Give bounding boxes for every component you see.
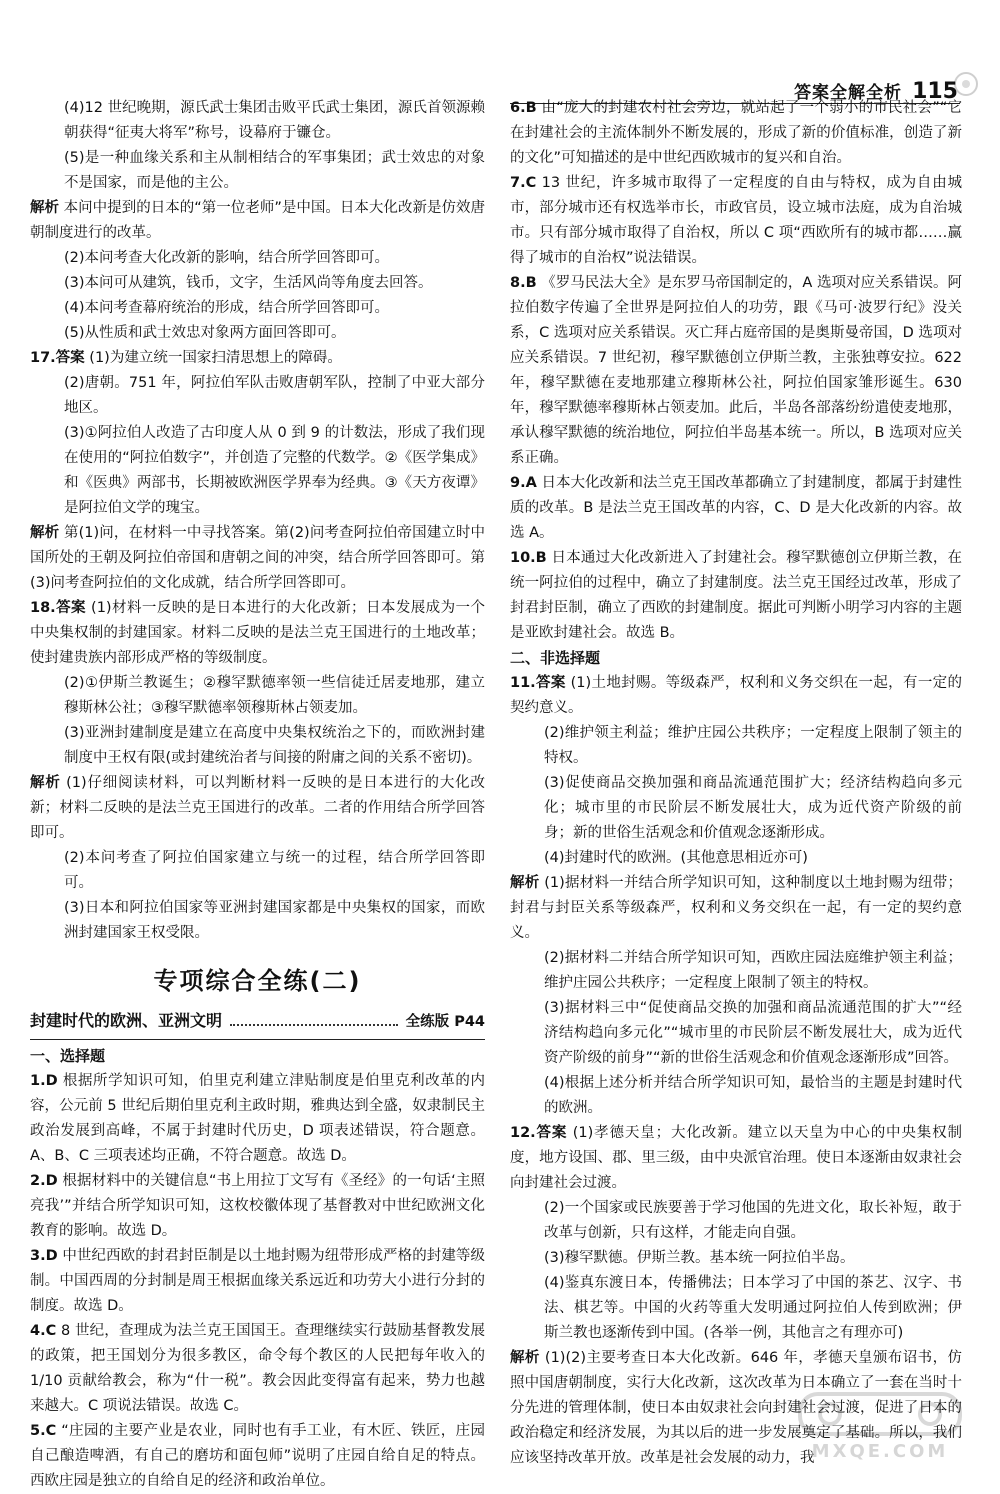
page-number: 115	[912, 79, 958, 104]
site-watermark	[790, 1388, 970, 1462]
answer-text: (1)土地封赐。等级森严，权利和义务交织在一起，有一定的契约意义。	[510, 675, 963, 716]
q16-analysis-item: (5)从性质和武士效忠对象两方面回答即可。	[64, 325, 346, 341]
q18-analysis	[30, 771, 485, 846]
choice-number: 6.B	[510, 100, 537, 116]
unit-subheading	[30, 1008, 485, 1035]
q12-answer-item: (3)穆罕默德。伊斯兰教。基本统一阿拉伯半岛。	[544, 1250, 855, 1266]
choice-number: 8.B	[510, 275, 537, 291]
choice-text: 13 世纪，许多城市取得了一定程度的自由与特权，成为自由城市，部分城市还有权选举市长，市政官员，设立城市法庭，成为自治城市。只有部分城市取得了自治权，所以 C 项“西欧所有的城市都……赢得了城市的自治权”说法错误。	[510, 175, 962, 266]
choice-text: 日本通过大化改新进入了封建社会。穆罕默德创立伊斯兰教，在统一阿拉伯的过程中，确立了封建制度。法兰克王国经过改革，形成了封君封臣制，确立了西欧的封建制度。据此可判断小明学习内容的主题是亚欧封建社会。故选 B。	[510, 550, 963, 641]
answer-text: (1)为建立统一国家扫清思想上的障碍。	[89, 350, 342, 366]
choice-text: 日本大化改新和法兰克王国改革都确立了封建制度，都属于封建性质的改革。B 是法兰克王国改革的内容，C、D 是大化改新的内容。故选 A。	[510, 475, 963, 541]
q16-analysis	[30, 196, 485, 246]
choice-item	[30, 1419, 485, 1494]
section-title: 专项综合全练(二)	[153, 967, 362, 995]
choice-number: 9.A	[510, 475, 537, 491]
q18-answer	[30, 596, 485, 671]
category-nonchoice: 二、非选择题	[510, 649, 601, 667]
q18-answer-item: (2)①伊斯兰教诞生；②穆罕默德率领一些信徒迁居麦地那，建立穆斯林公社；③穆罕默德率领穆斯林占领麦加。	[64, 675, 485, 716]
unit-page-ref: 全练版 P44	[405, 1014, 485, 1030]
unit-title: 封建时代的欧洲、亚洲文明	[30, 1011, 223, 1030]
question-label: 12.答案	[510, 1125, 568, 1141]
q16-analysis-item: (4)本问考查幕府统治的形成，结合所学回答即可。	[64, 300, 390, 316]
analysis-label: 解析	[30, 525, 60, 541]
analysis-text: (1)(2)主要考查日本大化改新。646 年，孝德天皇颁布诏书，仿照中国唐朝制度，实行大化改新，这次改革为日本确立了一套在当时十分先进的管理体制，使日本由奴隶社会向封建社会过渡，促进了日本的政治稳定和经济发展，为其以后的进一步发展奠定了基础。所以，我们应该坚持改革开放。改革是社会发展的动力，我	[510, 1350, 963, 1466]
choice-item	[30, 1244, 485, 1319]
question-label: 18.答案	[30, 600, 86, 616]
q11-answer-item: (3)促使商品交换加强和商品流通范围扩大；经济结构趋向多元化；城市里的市民阶层不断发展壮大，成为近代资产阶级的前身；新的世俗生活观念和价值观念逐渐形成。	[544, 775, 962, 841]
q18-analysis-item: (2)本问考查了阿拉伯国家建立与统一的过程，结合所学回答即可。	[64, 850, 485, 891]
choice-item	[510, 96, 962, 171]
choice-item	[30, 1169, 485, 1244]
q17-answer	[30, 346, 485, 371]
q12-answer-item: (4)鉴真东渡日本，传播佛法；日本学习了中国的茶艺、汉字、书法、棋艺等。中国的火药等重大发明通过阿拉伯人传到欧洲；伊斯兰教也逐渐传到中国。(各举一例，其他言之有理亦可)	[544, 1275, 962, 1341]
choice-number: 10.B	[510, 550, 547, 566]
q11-analysis	[510, 871, 962, 946]
choice-text: 8 世纪，查理成为法兰克王国国王。查理继续实行鼓励基督教发展的政策，把王国划分为很多教区，命令每个教区的人民把每年收入的 1/10 贡献给教会，称为“什一税”。教会因此变得富有起来，势力也越来越大。C 项说法错误。故选 C。	[30, 1323, 485, 1414]
analysis-label: 解析	[510, 1350, 540, 1366]
choice-number: 5.C	[30, 1423, 57, 1439]
choice-text: 《罗马民法大全》是东罗马帝国制定的，A 选项对应关系错误。阿拉伯数字传遍了全世界是阿拉伯人的功劳，跟《马可·波罗行纪》没关系，C 选项对应关系错误。灭亡拜占庭帝国的是奥斯曼帝国，D 选项对应关系错误。7 世纪初，穆罕默德创立伊斯兰教，主张独尊安拉。622 年，穆罕默德在麦地那建立穆斯林公社，阿拉伯国家雏形诞生。630 年，穆罕默德率穆斯林占领麦加。此后，半岛各部落纷纷遣使麦地那，承认穆罕默德的统治地位，阿拉伯半岛基本统一。所以，B 选项对应关系正确。	[510, 275, 963, 466]
answer-text: (1)材料一反映的是日本进行的大化改新；日本发展成为一个中央集权制的封建国家。材料二反映的是法兰克王国进行的土地改革；使封建贵族内部形成严格的等级制度。	[30, 600, 485, 666]
q16-analysis-item: (2)本问考查大化改新的影响，结合所学回答即可。	[64, 250, 390, 266]
watermark-text: MXQE.COM	[811, 1441, 949, 1462]
q11-analysis-item: (3)据材料三中“促使商品交换的加强和商品流通范围的扩大”“经济结构趋向多元化”“城市里的市民阶层不断发展壮大，成为近代资产阶级的前身”“新的世俗生活观念和价值观念逐渐形成”回答。	[544, 1000, 962, 1066]
category-choice: 一、选择题	[30, 1047, 106, 1065]
q18-answer-item: (3)亚洲封建制度是建立在高度中央集权统治之下的，而欧洲封建制度中王权有限(或封建统治者与间接的附庸之间的关系不密切)。	[64, 725, 485, 766]
choice-item	[510, 546, 962, 646]
choice-item	[30, 1069, 485, 1169]
q16-analysis-item: (3)本问可从建筑，钱币，文字，生活风尚等角度去回答。	[64, 275, 433, 291]
question-label: 11.答案	[510, 675, 566, 691]
analysis-label: 解析	[30, 775, 61, 791]
analysis-text: 本问中提到的日本的“第一位老师”是中国。日本大化改新是仿效唐朝制度进行的改革。	[30, 200, 486, 241]
choice-item	[510, 271, 962, 471]
q11-analysis-item: (4)根据上述分析并结合所学知识可知，最恰当的主题是封建时代的欧洲。	[544, 1075, 962, 1116]
q12-answer-item: (2)一个国家或民族要善于学习他国的先进文化，取长补短，敢于改革与创新，只有这样，才能走向自强。	[544, 1200, 962, 1241]
choice-text: 中世纪西欧的封君封臣制是以土地封赐为纽带形成严格的封建等级制。中国西周的分封制是周王根据血缘关系远近和功劳大小进行分封的制度。故选 D。	[30, 1248, 485, 1314]
choice-text: 根据材料中的关键信息“书上用拉丁文写有《圣经》的一句话‘主照亮我’”并结合所学知识可知，这枚校徽体现了基督教对中世纪欧洲文化教育的影响。故选 D。	[30, 1173, 485, 1239]
header-label: 答案全解全析	[794, 83, 903, 103]
q18-analysis-item: (3)日本和阿拉伯国家等亚洲封建国家都是中央集权的国家，而欧洲封建国家王权受限。	[64, 900, 485, 941]
choice-number: 7.C	[510, 175, 537, 191]
analysis-text: (1)仔细阅读材料，可以判断材料一反映的是日本进行的大化改新；材料二反映的是法兰克王国进行的改革。二者的作用结合所学回答即可。	[30, 775, 486, 841]
q11-answer-item: (4)封建时代的欧洲。(其他意思相近亦可)	[544, 850, 808, 866]
q16-item: (4)12 世纪晚期，源氏武士集团击败平氏武士集团，源氏首领源赖朝获得“征夷大将军”称号，设幕府于镰仓。	[64, 100, 485, 141]
subheading-divider	[30, 1039, 485, 1040]
q12-answer	[510, 1121, 962, 1196]
right-column	[510, 96, 962, 1471]
q16-item: (5)是一种血缘关系和主从制相结合的军事集团；武士效忠的对象不是国家，而是他的主公。	[64, 150, 485, 191]
choice-text: 根据所学知识可知，伯里克利建立津贴制度是伯里克利改革的内容，公元前 5 世纪后期伯里克利主政时期，雅典达到全盛，奴隶制民主政治发展到高峰，不属于封建时代历史，D 项表述错误，符合题意。A、B、C 三项表述均正确，不符合题意。故选 D。	[30, 1073, 486, 1164]
q17-analysis	[30, 521, 485, 596]
choice-number: 2.D	[30, 1173, 58, 1189]
answer-text: (1)孝德天皇；大化改新。建立以天皇为中心的中央集权制度，地方设国、郡、里三级，由中央派官治理。使日本逐渐由奴隶社会向封建社会过渡。	[510, 1125, 963, 1191]
choice-text: 由“庞大的封建农村社会旁边，就站起了一个弱小的市民社会”“它在封建社会的主流体制外不断发展的，形成了新的价值标准，创造了新的文化”可知描述的是中世纪西欧城市的复兴和自治。	[510, 100, 962, 166]
leader-dots	[230, 1024, 398, 1026]
analysis-text: 第(1)问，在材料一中寻找答案。第(2)问考查阿拉伯帝国建立时中国所处的王朝及阿拉伯帝国和唐朝之间的冲突，结合所学回答即可。第(3)问考查阿拉伯的文化成就，结合所学回答即可。	[30, 525, 486, 591]
q17-answer-item: (3)①阿拉伯人改造了古印度人从 0 到 9 的计数法，形成了我们现在使用的“阿拉伯数字”，并创造了完整的代数学。②《医学集成》和《医典》两部书，长期被欧洲医学界奉为经典。③《天方夜谭》是阿拉伯文学的瑰宝。	[64, 425, 485, 516]
choice-item	[510, 171, 962, 271]
analysis-text: (1)据材料一并结合所学知识可知，这种制度以土地封赐为纽带；封君与封臣关系等级森严，权利和义务交织在一起，有一定的契约意义。	[510, 875, 963, 941]
q11-answer	[510, 671, 962, 721]
choice-item	[30, 1319, 485, 1419]
left-column	[30, 96, 485, 1494]
q11-answer-item: (2)维护领主利益；维护庄园公共秩序；一定程度上限制了领主的特权。	[544, 725, 962, 766]
q17-answer-item: (2)唐朝。751 年，阿拉伯军队击败唐朝军队，控制了中亚大部分地区。	[64, 375, 485, 416]
choice-item	[510, 471, 962, 546]
analysis-label: 解析	[30, 200, 60, 216]
q11-analysis-item: (2)据材料二并结合所学知识可知，西欧庄园法庭维护领主利益；维护庄园公共秩序；一定程度上限制了领主的特权。	[544, 950, 962, 991]
choice-number: 1.D	[30, 1073, 58, 1089]
choice-number: 4.C	[30, 1323, 57, 1339]
question-label: 17.答案	[30, 350, 85, 366]
choice-number: 3.D	[30, 1248, 58, 1264]
analysis-label: 解析	[510, 875, 540, 891]
choice-text: “庄园的主要产业是农业，同时也有手工业，有木匠、铁匠，庄园自己酿造啤酒，有自己的磨坊和面包师”说明了庄园自给自足的特点。西欧庄园是独立的自给自足的经济和政治单位。	[30, 1423, 486, 1489]
